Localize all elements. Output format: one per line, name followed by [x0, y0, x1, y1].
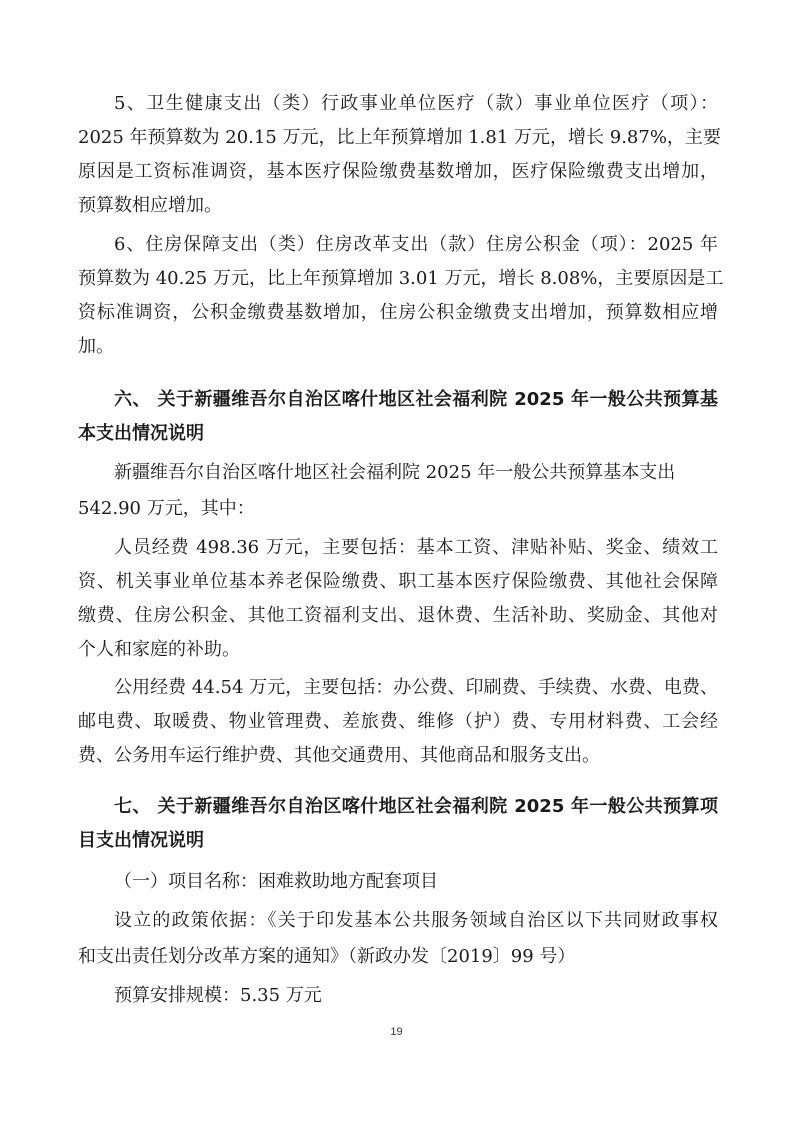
section-heading: 目支出情况说明 — [78, 830, 204, 851]
text-line: 预算安排规模：5.35 万元 — [114, 985, 322, 1006]
text-line: 加。 — [78, 336, 114, 357]
page-number: 19 — [390, 1026, 403, 1038]
text-line: 资标准调资，公积金缴费基数增加，住房公积金缴费支出增加，预算数相应增 — [78, 302, 718, 323]
text-line: 5、卫生健康支出（类）行政事业单位医疗（款）事业单位医疗（项）： — [114, 93, 718, 114]
text-line: （一）项目名称：困难救助地方配套项目 — [114, 871, 438, 892]
text-line: 2025 年预算数为 20.15 万元，比上年预算增加 1.81 万元，增长 9.87%，主要 — [78, 127, 721, 148]
text-line: 费、公务用车运行维护费、其他交通费用、其他商品和服务支出。 — [78, 745, 600, 766]
section-heading: 七、 关于新疆维吾尔自治区喀什地区社会福利院 2025 年一般公共预算项 — [114, 796, 718, 817]
text-line: 公用经费 44.54 万元，主要包括：办公费、印刷费、手续费、水费、电费、 — [114, 677, 718, 698]
text-line: 542.90 万元，其中： — [78, 498, 255, 519]
text-line: 预算数相应增加。 — [78, 195, 222, 216]
text-line: 预算数为 40.25 万元，比上年预算增加 3.01 万元，增长 8.08%，主要原因是工 — [78, 268, 724, 289]
text-line: 个人和家庭的补助。 — [78, 639, 240, 660]
text-line: 和支出责任划分改革方案的通知》（新政办发〔2019〕99 号） — [78, 946, 576, 967]
text-line: 邮电费、取暖费、物业管理费、差旅费、维修（护）费、专用材料费、工会经 — [78, 711, 718, 732]
text-line: 资、机关事业单位基本养老保险缴费、职工基本医疗保险缴费、其他社会保障 — [78, 571, 718, 592]
text-line: 新疆维吾尔自治区喀什地区社会福利院 2025 年一般公共预算基本支出 — [114, 462, 676, 483]
text-line: 原因是工资标准调资，基本医疗保险缴费基数增加，医疗保险缴费支出增加， — [78, 161, 718, 182]
text-line: 缴费、住房公积金、其他工资福利支出、退休费、生活补助、奖励金、其他对 — [78, 605, 718, 626]
section-heading: 六、 关于新疆维吾尔自治区喀什地区社会福利院 2025 年一般公共预算基 — [114, 389, 718, 410]
text-line: 人员经费 498.36 万元，主要包括：基本工资、津贴补贴、奖金、绩效工 — [114, 537, 718, 558]
section-heading: 本支出情况说明 — [78, 423, 204, 444]
text-line: 6、住房保障支出（类）住房改革支出（款）住房公积金（项）：2025 年 — [114, 234, 718, 255]
text-line: 设立的政策依据：《关于印发基本公共服务领域自治区以下共同财政事权 — [114, 910, 718, 931]
